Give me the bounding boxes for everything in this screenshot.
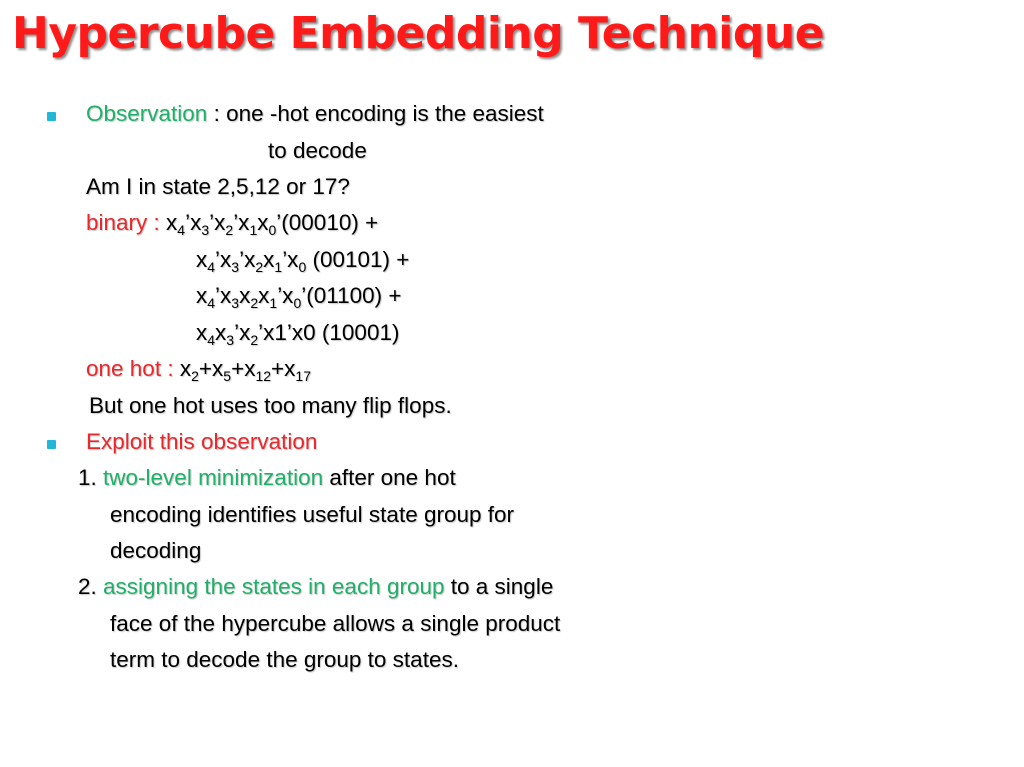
observation-text: : one -hot encoding is the easiest (207, 101, 544, 126)
binary-label: binary : (86, 210, 167, 235)
observation-continuation: to decode (268, 138, 367, 163)
flipflops-line: But one hot uses too many flip flops. (89, 393, 452, 418)
state-question: Am I in state 2,5,12 or 17? (86, 174, 350, 199)
item1-keyword: two-level minimization (103, 465, 324, 490)
exploit-heading: Exploit this observation (86, 429, 318, 454)
item2-number: 2. (78, 574, 104, 599)
item1-line-2: encoding identifies useful state group for (110, 502, 515, 527)
onehot-line: one hot : $x_2+x_5+x_{12}+x_{17}$ (86, 356, 311, 384)
bullet-marker-observation (47, 112, 56, 121)
binary-line-1: binary : $x_4’x_3’x_2’x_1x_0’(00010)$ + (86, 210, 379, 238)
item2-line-3: term to decode the group to states. (110, 647, 459, 672)
slide-title: Hypercube Embedding Technique (12, 8, 825, 59)
item1-line-1 (78, 464, 456, 492)
item2-text: to a single (444, 574, 554, 599)
binary-line-3: $x_4’x_3x_2x_1’x_0’(01100)$ + (196, 283, 402, 311)
observation-keyword: Observation (86, 101, 208, 126)
binary-line-2: $x_4’x_3’x_2x_1’x_0$ (00101) + (196, 247, 410, 275)
item1-text: after one hot (323, 465, 456, 490)
bullet-marker-exploit (47, 440, 56, 449)
item1-line-3: decoding (110, 538, 202, 563)
item1-number: 1. (78, 465, 104, 490)
observation-line (86, 100, 544, 128)
binary-line-4: $x_4x_3’x_2’x1’x0$ (10001) (196, 320, 400, 348)
item2-keyword: assigning the states in each group (103, 574, 445, 599)
item2-line-1 (78, 573, 553, 601)
onehot-label: one hot : (86, 356, 180, 381)
item2-line-2: face of the hypercube allows a single product (110, 611, 561, 636)
